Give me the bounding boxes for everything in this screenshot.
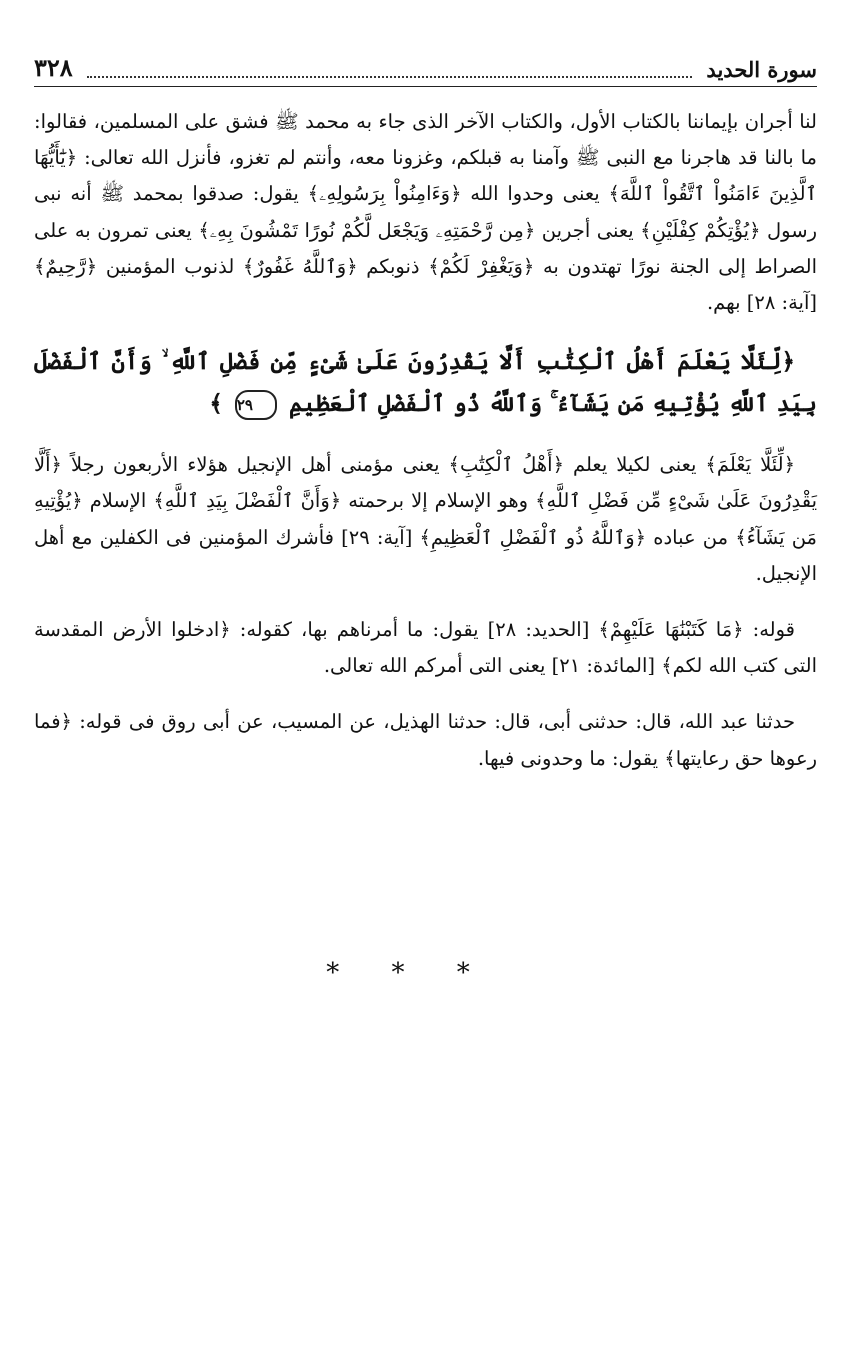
verse-close-bracket: ﴾: [209, 390, 223, 418]
ayah-number-marker: ٢٩: [235, 390, 277, 420]
verse-text: ﴿لِّئَلَّا يَعْلَمَ أَهْلُ ٱلْكِتَٰبِ أَلَّا يَقْدِرُونَ عَلَىٰ شَىْءٍ مِّن فَضْلِ ٱللَّهِ ۙ وَأَنَّ ٱلْفَضْلَ بِيَدِ ٱللَّهِ يُؤْتِيهِ مَن يَشَآءُ ۚ وَٱللَّهُ ذُو ٱلْفَضْلِ ٱلْعَظِيمِ: [34, 348, 817, 418]
surah-title: سورة الحديد: [706, 57, 817, 82]
commentary-paragraph-4: حدثنا عبد الله، قال: حدثنى أبى، قال: حدثنا الهذيل، عن المسيب، عن أبى روق فى قوله: ﴿فما رعوها حق رعايتها﴾ يقول: ما وحدونى فيها.: [34, 710, 817, 770]
commentary-paragraph-1: لنا أجران بإيماننا بالكتاب الأول، والكتاب الآخر الذى جاء به محمد ﷺ فشق على المسلمين، فقالوا: ما بالنا قد هاجرنا مع النبى ﷺ وآمنا به قبلكم، وغزونا معه، وأنتم لم تغزو، فأنزل الله تعالى: ﴿يَٰٓأَيُّهَا ٱلَّذِينَ ءَامَنُواْ ٱتَّقُواْ ٱللَّهَ﴾ يعنى وحدوا الله ﴿وَءَامِنُواْ بِرَسُولِهِۦ﴾ يقول: صدقوا بمحمد ﷺ أنه نبى رسول ﴿يُؤْتِكُمْ كِفْلَيْنِ﴾ يعنى أجرين ﴿مِن رَّحْمَتِهِۦ وَيَجْعَل لَّكُمْ نُورًا تَمْشُونَ بِهِۦ﴾ يعنى تمرون به على الصراط إلى الجنة نورًا تهتدون به ﴿وَيَغْفِرْ لَكُمْ﴾ ذنوبكم ﴿وَٱللَّهُ غَفُورٌ﴾ لذنوب المؤمنين ﴿رَّحِيمٌ﴾ [آية: ٢٨] بهم.: [34, 110, 817, 315]
commentary-paragraph-2: ﴿لِّئَلَّا يَعْلَمَ﴾ يعنى لكيلا يعلم ﴿أَهْلُ ٱلْكِتَٰبِ﴾ يعنى مؤمنى أهل الإنجيل هؤلاء الأربعون رجلاً ﴿أَلَّا يَقْدِرُونَ عَلَىٰ شَىْءٍ مِّن فَضْلِ ٱللَّهِ﴾ وهو الإسلام إلا برحمته ﴿وَأَنَّ ٱلْفَضْلَ بِيَدِ ٱللَّهِ﴾ الإسلام ﴿يُؤْتِيهِ مَن يَشَآءُ﴾ من عباده ﴿وَٱللَّهُ ذُو ٱلْفَضْلِ ٱلْعَظِيمِ﴾ [آية: ٢٩] فأشرك المؤمنين فى الكفلين مع أهل الإنجيل.: [34, 453, 818, 585]
page-header: [34, 52, 817, 87]
page-number: ٣٢٨: [34, 53, 73, 82]
dotted-leader: [87, 76, 693, 78]
commentary-paragraph-3: قوله: ﴿مَا كَتَبْنَٰهَا عَلَيْهِمْ﴾ [الحديد: ٢٨] يقول: ما أمرناهم بها، كقوله: ﴿ادخلوا الأرض المقدسة التى كتب الله لكم﴾ [المائدة: ٢١] يعنى التى أمركم الله تعالى.: [34, 618, 817, 678]
quran-verse-block: [34, 341, 817, 425]
section-separator: * * *: [326, 958, 492, 988]
page-body: [34, 104, 817, 797]
